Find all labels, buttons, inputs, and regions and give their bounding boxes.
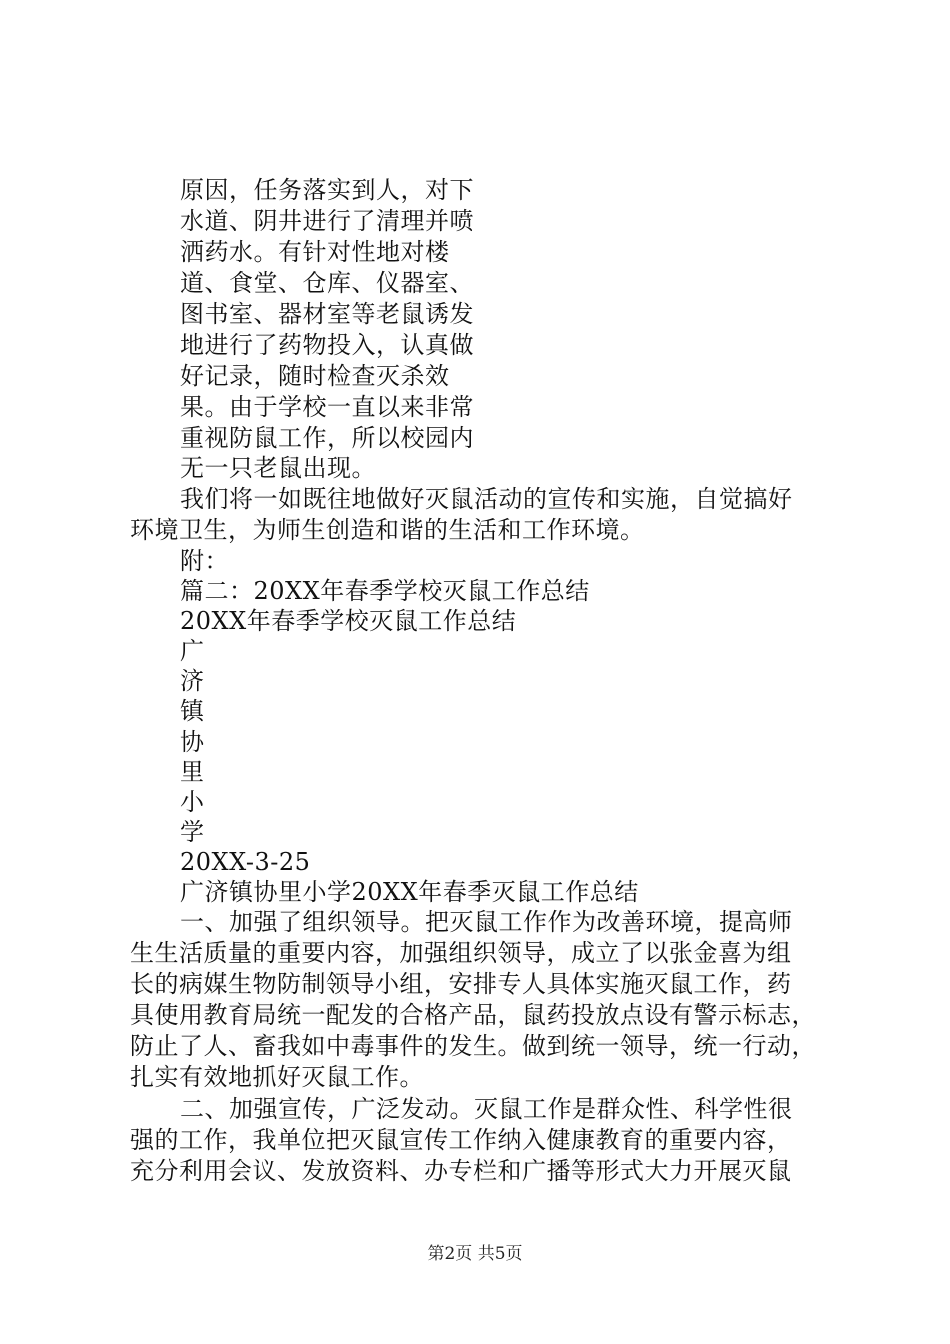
report-title: 广济镇协里小学20XX年春季灭鼠工作总结 <box>180 878 639 906</box>
paragraph-line: 具使用教育局统一配发的合格产品，鼠药投放点设有警示标志， <box>130 1001 816 1029</box>
text-line: 原因，任务落实到人，对下 <box>180 176 474 204</box>
text-line: 洒药水。有针对性地对楼 <box>180 238 450 266</box>
paragraph-line: 生生活质量的重要内容，加强组织领导，成立了以张金喜为组 <box>130 939 792 967</box>
text-line: 好记录，随时检查灭杀效 <box>180 362 450 390</box>
text-line: 道、食堂、仓库、仪器室、 <box>180 269 474 297</box>
school-char: 协 <box>180 728 205 756</box>
document-title: 20XX年春季学校灭鼠工作总结 <box>180 607 517 635</box>
paragraph-line: 防止了人、畜我如中毒事件的发生。做到统一领导，统一行动， <box>130 1032 816 1060</box>
school-char: 小 <box>180 788 205 816</box>
paragraph-line: 我们将一如既往地做好灭鼠活动的宣传和实施，自觉搞好 <box>180 485 793 513</box>
text-line: 水道、阴井进行了清理并喷 <box>180 207 474 235</box>
text-line: 地进行了药物投入，认真做 <box>180 331 474 359</box>
school-char: 广 <box>180 637 205 665</box>
text-line: 果。由于学校一直以来非常 <box>180 393 474 421</box>
paragraph-line: 长的病媒生物防制领导小组，安排专人具体实施灭鼠工作，药 <box>130 970 792 998</box>
school-char: 学 <box>180 818 205 846</box>
paragraph-line: 扎实有效地抓好灭鼠工作。 <box>130 1063 424 1091</box>
paragraph-line: 二、加强宣传，广泛发动。灭鼠工作是群众性、科学性很 <box>180 1095 793 1123</box>
paragraph-line: 强的工作，我单位把灭鼠宣传工作纳入健康教育的重要内容， <box>130 1126 792 1154</box>
paragraph-line: 一、加强了组织领导。把灭鼠工作作为改善环境，提高师 <box>180 908 793 936</box>
paragraph-line: 充分利用会议、发放资料、办专栏和广播等形式大力开展灭鼠 <box>130 1157 792 1185</box>
school-char: 济 <box>180 667 205 695</box>
text-line: 重视防鼠工作，所以校园内 <box>180 424 474 452</box>
text-line: 图书室、器材室等老鼠诱发 <box>180 300 474 328</box>
attachment-label: 附： <box>180 547 229 575</box>
school-char: 镇 <box>180 697 205 725</box>
section-heading: 篇二：20XX年春季学校灭鼠工作总结 <box>180 577 590 605</box>
text-line: 无一只老鼠出现。 <box>180 454 376 482</box>
school-char: 里 <box>180 758 205 786</box>
paragraph-line: 环境卫生，为师生创造和谐的生活和工作环境。 <box>130 516 645 544</box>
page-number: 第2页 共5页 <box>427 1244 523 1264</box>
document-date: 20XX-3-25 <box>180 848 311 876</box>
